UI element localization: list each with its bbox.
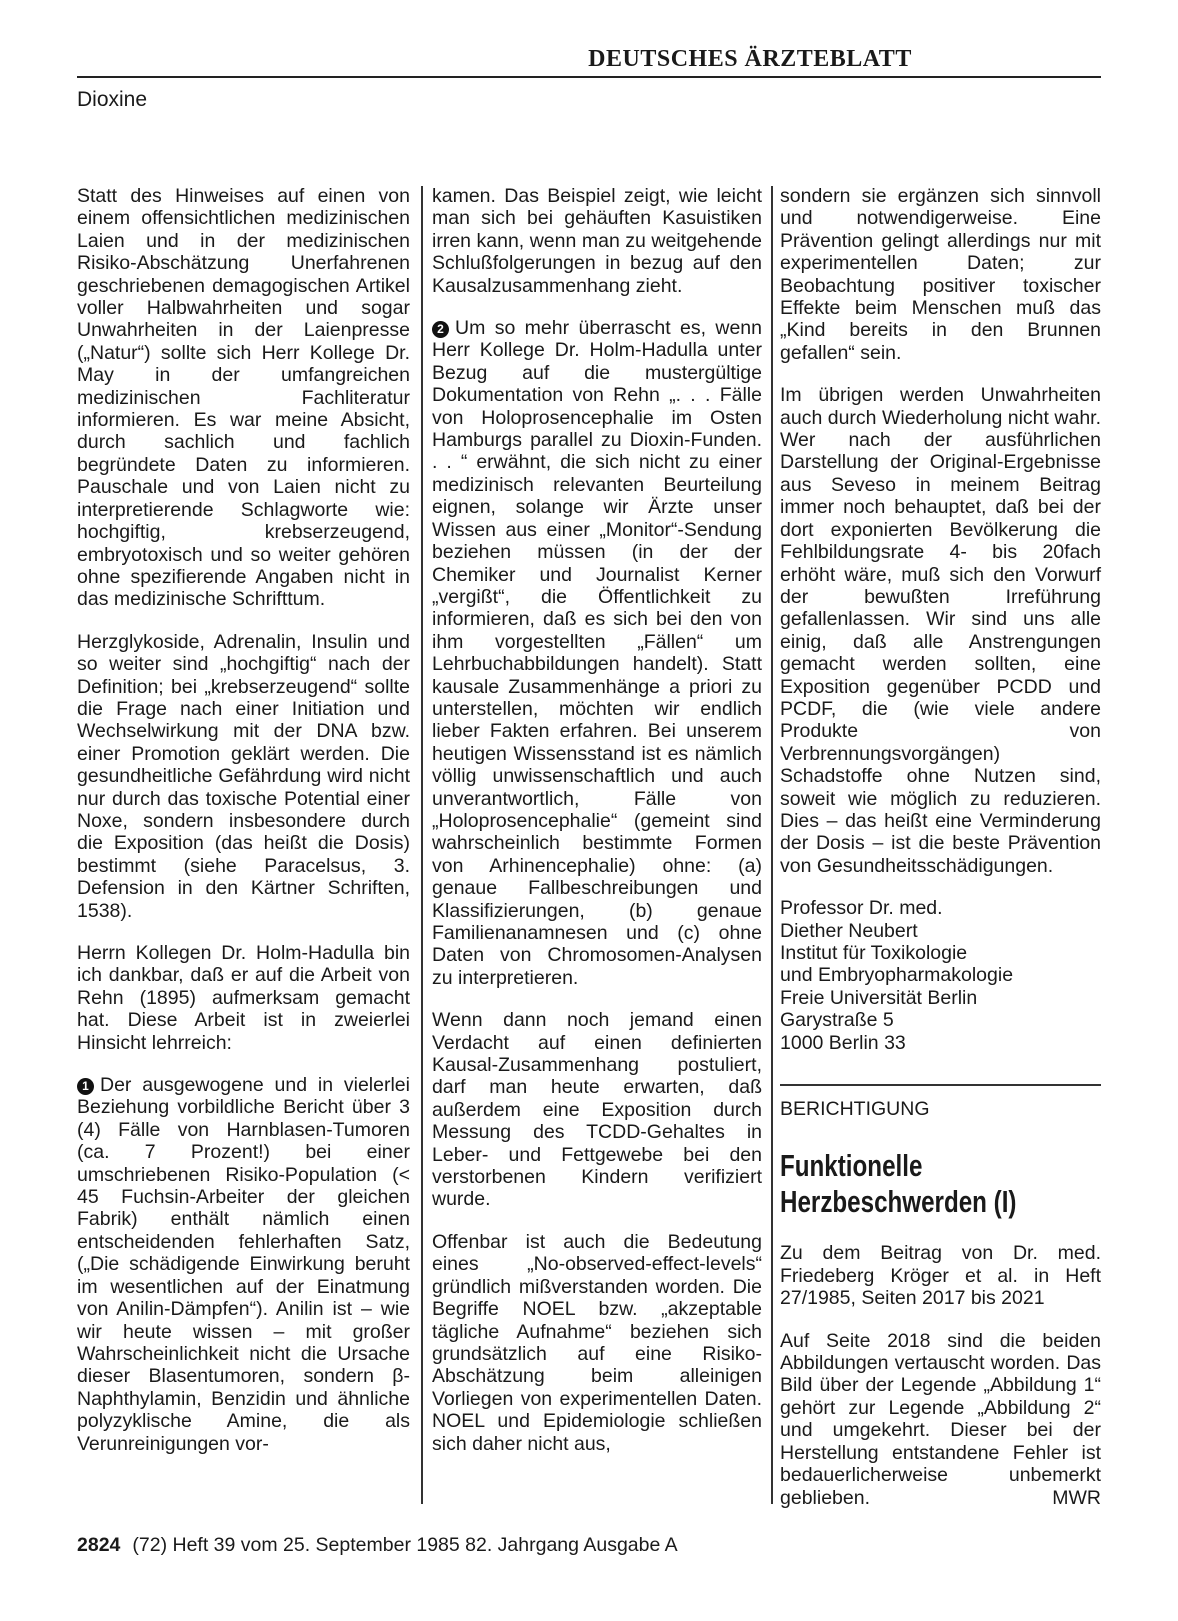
paragraph: Wenn dann noch jemand einen Verdacht auf einen definierten Kausal-Zusammenhang postuliert, darf man heute erwarten, daß außerdem eine Exposition durch Messung des TCDD-Gehaltes in Leber- und Fettgewebe bei den verstorbenen Kindern verifiziert wurde. [432,1009,762,1211]
paragraph: Zu dem Beitrag von Dr. med. Friedeberg Kröger et al. in Heft 27/1985, Seiten 2017 bis 2021 [780,1242,1101,1310]
headline-line: Funktionelle [780,1148,923,1184]
number-marker-1: 1 [77,1078,94,1095]
address-line: Freie Universität Berlin [780,986,978,1009]
masthead: DEUTSCHES ÄRZTEBLATT [588,46,912,72]
page-footer [77,1534,678,1557]
address-line: 1000 Berlin 33 [780,1031,906,1054]
paragraph-text: Der ausgewogene und in vielerlei Beziehung vorbildliche Bericht über 3 (4) Fälle von Harnblasen-Tumoren (ca. 7 Prozent!) bei einer umschriebenen Risiko-Population (< 45 Fuchsin-Arbeiter der gleichen Fabrik) enthält nämlich einen entscheidenden fehlerhaften Satz, („Die schädigende Einwirkung beruht im wesentlichen auf der Einatmung von Anilin-Dämpfen“). Anilin ist – wie wir heute wissen – mit großer Wahrscheinlichkeit nicht die Ursache dieser Blasentumoren, sondern β-Naphthylamin, Benzidin und ähnliche polyzyklische Amine, die als Verunreinigungen vor- [77,1074,410,1455]
paragraph: Im übrigen werden Unwahrheiten auch durch Wiederholung nicht wahr. Wer nach der ausführlichen Darstellung der Original-Ergebnisse aus Seveso in meinem Beitrag immer noch behauptet, daß bei der dort exponierten Bevölkerung die Fehlbildungsrate 4- bis 20fach erhöht wäre, muß sich den Vorwurf der bewußten Irreführung gefallenlassen. Wir sind uns alle einig, daß alle Anstrengungen gemacht werden sollten, eine Exposition gegenüber PCDD und PCDF, die (wie viele andere Produkte von Verbrennungsvorgängen) Schadstoffe ohne Nutzen sind, soweit wie möglich zu reduzieren. Dies – das heißt eine Verminderung der Dosis – ist die beste Prävention von Gesundheitsschädigungen. [780,384,1101,877]
column-divider [771,186,773,1504]
paragraph: Herrn Kollegen Dr. Holm-Hadulla bin ich dankbar, daß er auf die Arbeit von Rehn (1895) aufmerksam gemacht hat. Diese Arbeit ist in zweierlei Hinsicht lehrreich: [77,942,410,1054]
section-rule [780,1084,1101,1086]
correction-headline [780,1148,1108,1220]
paragraph: sondern sie ergänzen sich sinnvoll und notwendigerweise. Eine Prävention gelingt allerdings nur mit experimentellen Daten; zur Beobachtung positiver toxischer Effekte beim Menschen muß das „Kind bereits in den Brunnen gefallen“ sein. [780,185,1101,364]
column-3 [780,185,1101,1529]
address-line: und Embryopharmakologie [780,964,1014,987]
address-line: Diether Neubert [780,919,918,942]
paragraph: Offenbar ist auch die Bedeutung eines „No-observed-effect-levels“ gründlich mißverstanden worden. Die Begriffe NOEL bzw. „akzeptable tägliche Aufnahme“ beziehen sich grundsätzlich auf eine Risiko-Abschätzung beim alleinigen Vorliegen von experimentellen Daten. NOEL und Epidemiologie schließen sich daher nicht aus, [432,1230,762,1455]
paragraph: Statt des Hinweises auf einen von einem offensichtlichen medizinischen Laien und in der medizinischen Risiko-Abschätzung Unerfahrenen geschriebenen demagogischen Artikel voller Halbwahrheiten und sogar Unwahrheiten in der Laienpresse („Natur“) sollte sich Herr Kollege Dr. May in der umfangreichen medizinischen Fachliteratur informieren. Es war meine Absicht, durch sachlich und fachlich begründete Daten zu informieren. Pauschale und von Laien nicht zu interpretierende Schlagworte wie: hochgiftig, krebserzeugend, embryotoxisch und so weiter gehören ohne spezifierende Angaben nicht in das medizinische Schrifttum. [77,185,410,611]
header-rule [77,76,1101,78]
paragraph: kamen. Das Beispiel zeigt, wie leicht man sich bei gehäuften Kasuistiken irren kann, wenn man zu weitgehende Schlußfolgerungen in bezug auf den Kausalzusammenhang zieht. [432,185,762,297]
column-1 [77,185,410,1475]
paragraph-text: Auf Seite 2018 sind die beiden Abbildungen vertauscht worden. Das Bild über der Legende „Abbildung 1“ gehört zur Legende „Abbildung 2“ und umgekehrt. Dieser bei der Herstellung entstandene Fehler ist bedauerlicherweise unbemerkt geblieben. [780,1329,1101,1509]
author-address [780,897,1101,1054]
paragraph [432,317,762,989]
berichtigung-label: BERICHTIGUNG [780,1098,930,1121]
column-2 [432,185,762,1475]
signoff: MWR [1052,1486,1101,1509]
paragraph: Herzglykoside, Adrenalin, Insulin und so weiter sind „hochgiftig“ nach der Definition; bei „krebserzeugend“ sollte die Frage nach einer Initiation und Wechselwirkung mit der DNA bzw. einer Promotion geklärt werden. Die gesundheitliche Gefährdung wird nicht nur durch das toxische Potential einer Noxe, sondern insbesondere durch die Exposition (das heißt die Dosis) bestimmt (siehe Paracelsus, 3. Defension in den Kärtner Schriften, 1538). [77,630,410,922]
address-line: Institut für Toxikologie [780,942,968,964]
column-divider [421,186,423,1504]
number-marker-2: 2 [432,321,449,338]
paragraph-text: Um so mehr überrascht es, wenn Herr Kollege Dr. Holm-Hadulla unter Bezug auf die mustergültige Dokumentation von Rehn „. . . Fälle von Holoprosencephalie im Osten Hamburgs parallel zu Dioxin-Funden. . . “ erwähnt, die sich nicht zu einer medizinisch relevanten Beurteilung eignen, solange wir Ärzte unser Wissen aus einer „Monitor“-Sendung beziehen müssen (in der der Chemiker und Journalist Kerner „vergißt“, die Öffentlichkeit zu informieren, daß es sich bei den von ihm vorgestellten „Fällen“ um Lehrbuchabbildungen handelt). Statt kausale Zusammenhänge a priori zu unterstellen, möchten wir endlich lieber Fakten erfahren. Bei unserem heutigen Wissensstand ist es nämlich völlig unwissenschaftlich und auch unverantwortlich, Fälle von „Holoprosencephalie“ (gemeint sind wahrscheinlich bestimmte Formen von Arhinencephalie) ohne: (a) genaue Fallbeschreibungen und Klassifizierungen, (b) genaue Familienanamnesen und (c) ohne Daten von Chromosomen-Analysen zu interpretieren. [432,317,762,989]
address-line: Garystraße 5 [780,1009,894,1032]
address-line: Professor Dr. med. [780,897,943,920]
page-number: 2824 [77,1534,121,1556]
issue-info: (72) Heft 39 vom 25. September 1985 82. Jahrgang Ausgabe A [132,1534,678,1556]
section-label: Dioxine [77,88,148,111]
paragraph [77,1074,410,1455]
headline-line: Herzbeschwerden (I) [780,1184,1017,1220]
paragraph [780,1330,1101,1509]
